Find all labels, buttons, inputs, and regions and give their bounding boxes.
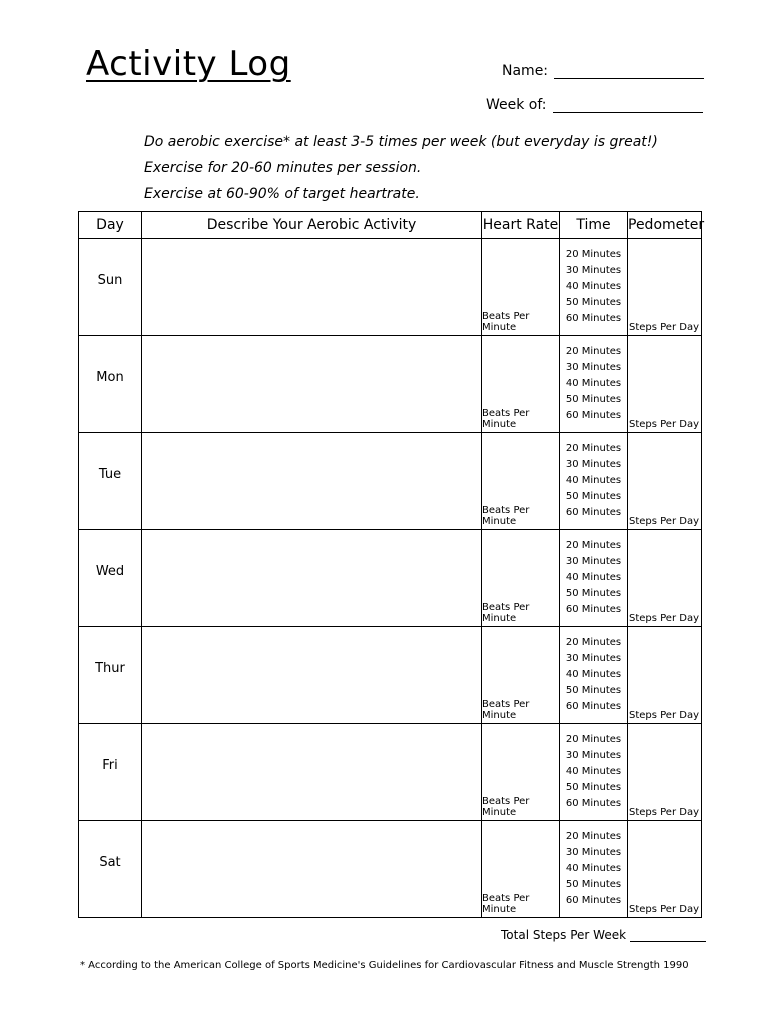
day-label: Tue xyxy=(98,467,122,482)
time-option[interactable]: 60 Minutes xyxy=(565,507,622,518)
instruction-line: Do aerobic exercise* at least 3-5 times per week (but everyday is great!) xyxy=(144,134,658,150)
pedometer-cell[interactable] xyxy=(628,239,702,336)
day-cell xyxy=(79,627,142,724)
day-cell xyxy=(79,433,142,530)
activity-cell[interactable] xyxy=(142,627,482,724)
day-cell xyxy=(79,530,142,627)
time-option[interactable]: 50 Minutes xyxy=(565,588,622,599)
table-row xyxy=(79,627,702,724)
heart-rate-cell[interactable] xyxy=(482,821,560,918)
time-cell xyxy=(560,239,628,336)
table-header-row xyxy=(79,212,702,239)
week-field[interactable] xyxy=(486,97,703,113)
header-pedometer: Pedometer xyxy=(628,212,702,239)
time-options xyxy=(560,821,627,909)
pedometer-unit: Steps Per Day xyxy=(628,419,699,430)
pedometer-cell[interactable] xyxy=(628,336,702,433)
time-option[interactable]: 50 Minutes xyxy=(565,297,622,308)
time-option[interactable]: 40 Minutes xyxy=(565,572,622,583)
time-option[interactable]: 30 Minutes xyxy=(565,653,622,664)
time-cell xyxy=(560,530,628,627)
time-option[interactable]: 20 Minutes xyxy=(565,540,622,551)
time-option[interactable]: 60 Minutes xyxy=(565,313,622,324)
heart-rate-cell[interactable] xyxy=(482,627,560,724)
time-option[interactable]: 50 Minutes xyxy=(565,685,622,696)
time-cell xyxy=(560,627,628,724)
time-option[interactable]: 30 Minutes xyxy=(565,556,622,567)
heart-rate-cell[interactable] xyxy=(482,433,560,530)
name-label: Name: xyxy=(502,63,549,79)
activity-cell[interactable] xyxy=(142,433,482,530)
table-row xyxy=(79,433,702,530)
instruction-line: Exercise for 20-60 minutes per session. xyxy=(144,160,422,176)
time-option[interactable]: 20 Minutes xyxy=(565,734,622,745)
time-option[interactable]: 50 Minutes xyxy=(565,879,622,890)
heart-rate-unit: Beats Per Minute xyxy=(482,602,530,624)
heart-rate-unit: Beats Per Minute xyxy=(482,893,530,915)
day-label: Wed xyxy=(95,564,125,579)
time-option[interactable]: 20 Minutes xyxy=(565,249,622,260)
time-cell xyxy=(560,724,628,821)
footnote: * According to the American College of Sports Medicine's Guidelines for Cardiovascular Fitness and Muscle Strength 1990 xyxy=(80,960,689,971)
time-option[interactable]: 20 Minutes xyxy=(565,831,622,842)
table-row xyxy=(79,239,702,336)
pedometer-unit: Steps Per Day xyxy=(628,807,699,818)
day-cell xyxy=(79,336,142,433)
time-option[interactable]: 40 Minutes xyxy=(565,378,622,389)
time-options xyxy=(560,239,627,327)
pedometer-cell[interactable] xyxy=(628,724,702,821)
time-option[interactable]: 60 Minutes xyxy=(565,798,622,809)
heart-rate-cell[interactable] xyxy=(482,530,560,627)
pedometer-unit: Steps Per Day xyxy=(628,516,699,527)
total-steps-label: Total Steps Per Week xyxy=(501,928,627,942)
day-label: Thur xyxy=(95,661,125,676)
pedometer-cell[interactable] xyxy=(628,433,702,530)
activity-cell[interactable] xyxy=(142,530,482,627)
table-row xyxy=(79,724,702,821)
time-option[interactable]: 60 Minutes xyxy=(565,604,622,615)
pedometer-unit: Steps Per Day xyxy=(628,904,699,915)
time-option[interactable]: 40 Minutes xyxy=(565,475,622,486)
week-label: Week of: xyxy=(486,97,547,113)
day-cell xyxy=(79,239,142,336)
day-label: Sun xyxy=(97,273,123,288)
pedometer-cell[interactable] xyxy=(628,530,702,627)
pedometer-unit: Steps Per Day xyxy=(628,322,699,333)
heart-rate-unit: Beats Per Minute xyxy=(482,699,530,721)
activity-table xyxy=(78,211,705,918)
pedometer-unit: Steps Per Day xyxy=(628,613,699,624)
total-steps-input-line[interactable] xyxy=(630,928,706,942)
time-option[interactable]: 40 Minutes xyxy=(565,766,622,777)
day-label: Fri xyxy=(102,758,118,773)
time-option[interactable]: 20 Minutes xyxy=(565,346,622,357)
table-row xyxy=(79,821,702,918)
day-label: Mon xyxy=(96,370,124,385)
time-options xyxy=(560,627,627,715)
time-options xyxy=(560,336,627,424)
time-option[interactable]: 20 Minutes xyxy=(565,443,622,454)
time-option[interactable]: 40 Minutes xyxy=(565,669,622,680)
pedometer-unit: Steps Per Day xyxy=(628,710,699,721)
time-option[interactable]: 50 Minutes xyxy=(565,491,622,502)
time-option[interactable]: 30 Minutes xyxy=(565,362,622,373)
time-cell xyxy=(560,821,628,918)
time-option[interactable]: 60 Minutes xyxy=(565,701,622,712)
name-input-line[interactable] xyxy=(554,64,704,79)
header-heart-rate: Heart Rate xyxy=(482,212,560,239)
heart-rate-unit: Beats Per Minute xyxy=(482,505,530,527)
time-option[interactable]: 30 Minutes xyxy=(565,459,622,470)
activity-cell[interactable] xyxy=(142,821,482,918)
heart-rate-unit: Beats Per Minute xyxy=(482,311,530,333)
time-option[interactable]: 50 Minutes xyxy=(565,394,622,405)
activity-cell[interactable] xyxy=(142,336,482,433)
time-options xyxy=(560,530,627,618)
time-option[interactable]: 50 Minutes xyxy=(565,782,622,793)
day-cell xyxy=(79,724,142,821)
time-options xyxy=(560,724,627,812)
time-option[interactable]: 30 Minutes xyxy=(565,265,622,276)
heart-rate-unit: Beats Per Minute xyxy=(482,408,530,430)
instructions xyxy=(144,132,658,210)
time-cell xyxy=(560,336,628,433)
time-options xyxy=(560,433,627,521)
heart-rate-cell[interactable] xyxy=(482,239,560,336)
instruction-line: Exercise at 60-90% of target heartrate. xyxy=(144,186,420,202)
week-input-line[interactable] xyxy=(553,98,703,113)
table-row xyxy=(79,336,702,433)
table-row xyxy=(79,530,702,627)
header-time: Time xyxy=(560,212,628,239)
activity-cell[interactable] xyxy=(142,239,482,336)
heart-rate-cell[interactable] xyxy=(482,724,560,821)
time-option[interactable]: 60 Minutes xyxy=(565,410,622,421)
day-label: Sat xyxy=(99,855,121,870)
time-option[interactable]: 20 Minutes xyxy=(565,637,622,648)
time-option[interactable]: 40 Minutes xyxy=(565,863,622,874)
name-field[interactable] xyxy=(502,63,704,79)
activity-cell[interactable] xyxy=(142,724,482,821)
time-option[interactable]: 30 Minutes xyxy=(565,750,622,761)
day-cell xyxy=(79,821,142,918)
heart-rate-cell[interactable] xyxy=(482,336,560,433)
time-cell xyxy=(560,433,628,530)
pedometer-cell[interactable] xyxy=(628,627,702,724)
header-day: Day xyxy=(79,212,142,239)
pedometer-cell[interactable] xyxy=(628,821,702,918)
page-title: Activity Log xyxy=(86,44,291,84)
header-activity: Describe Your Aerobic Activity xyxy=(142,212,482,239)
time-option[interactable]: 30 Minutes xyxy=(565,847,622,858)
time-option[interactable]: 60 Minutes xyxy=(565,895,622,906)
time-option[interactable]: 40 Minutes xyxy=(565,281,622,292)
total-steps-field[interactable] xyxy=(501,928,706,942)
heart-rate-unit: Beats Per Minute xyxy=(482,796,530,818)
